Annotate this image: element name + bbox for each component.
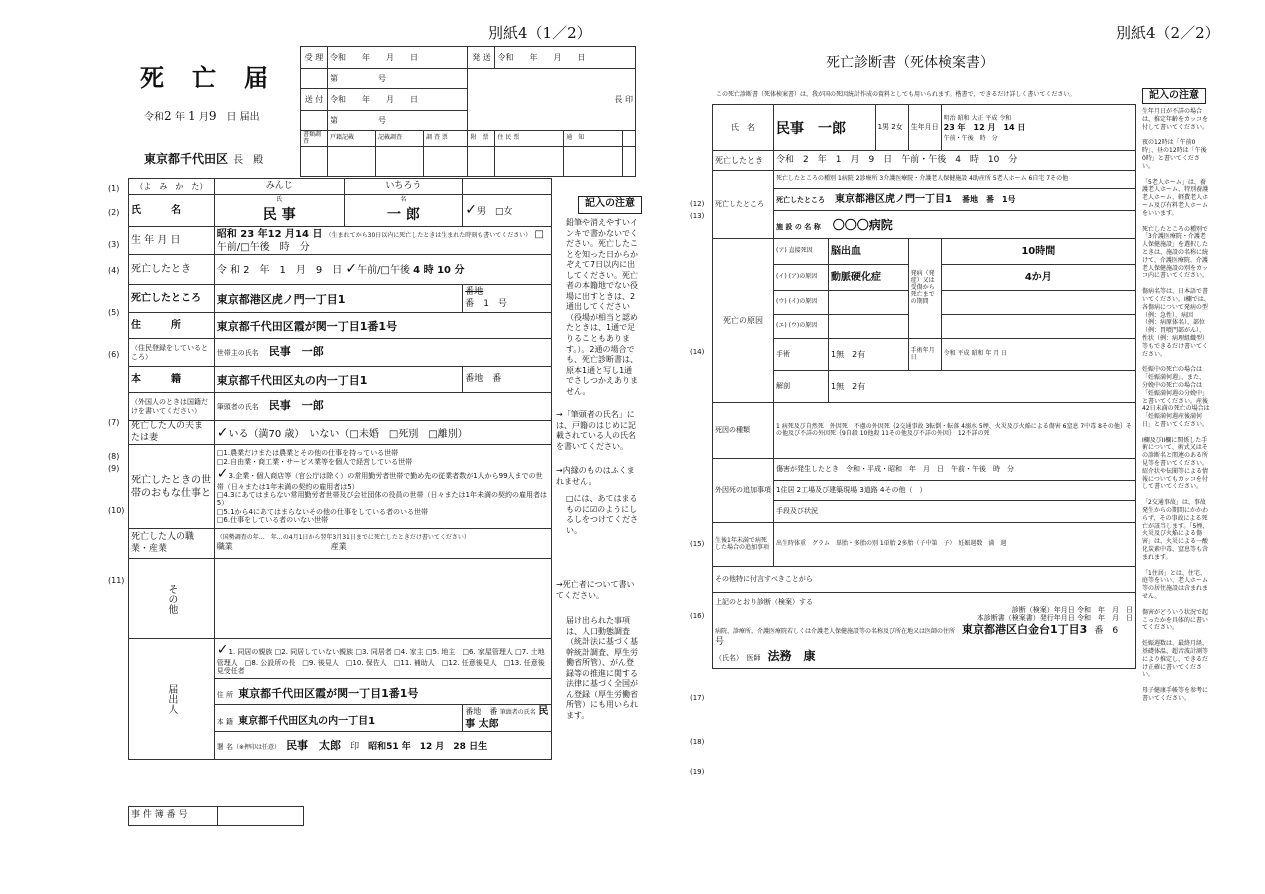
side-notes-right: 生年月日が不詳の場合は、推定年齢をカッコを付して書いてください。 夜の12時は「午前0時」、昼の12時は「午後0時」と書いてください。 「5老人ホーム」は、養護老人ホーム、特別養護老人ホーム、軽費老人ホーム及び有料老人ホームをいいます。 死亡したところの種別で「3介護医療院・介護老人保健施設」を選択したときは、施設の名称に続けて、介護医療院、介護老人保健施設の別をカッコ内に書いてください。 傷病名等は、日本語で書いてください。I欄では、各傷病について発病の型（例：急性）、病因（例：病原体名）、部位（例：胃噴門部がん）、性状（例：病理組織型）等もできるだけ書いてください。 妊娠中の死亡の場合は「妊娠満何週」、また、分娩中の死亡の場合は「妊娠満何週の分娩中」と書いてください。産後42日未満の死亡の場合は「妊娠満何週産後満何日」と書いてください。 I欄及びII欄に関係した手術について、術式又はその診断名と関連のある所見等を書いてください。紹介状や伝聞等による情報についてもカッコを付して書いてください。 「2交通事故」は、事故発生からの期間にかかわらず、その事故による死亡が該当します。「5煙、火災及び火焔による傷害」は、火災による一酸化炭素中毒、窒息等も含まれます。 「1住居」とは、住宅、庭等をいい、老人ホーム等の居住施設は含まれません。 傷害がどういう状況で起こったかを具体的に書いてください。 妊娠週数は、最終月経、基礎体温、超音波計測等により推定し、できるだけ正確に書いてください。 母子健康手帳等を参考に書いてください。 [1142, 108, 1210, 702]
arrow-note-4: →死亡者について書いてください。 [556, 580, 635, 600]
deceased-first-name: 一 郎 [386, 206, 420, 223]
death-notification-form: 別紙4（1／2） 死 亡 届 令和2 年 1 月9 日 届出 東京都千代田区 長 殿 受 理 令和 年 月 日 発 送 令和 年 月 日 第 号 長 印 送 付 令和 年 月 日 第 号 書類調査 戸籍記載 記載調査 調 査 票 附 票 住 民 票 通 知 (1) (2) (3) (4) (5) (6) (7) (8) (9) (10) (11) （よ み か た） みんじ いちろう 氏 名 氏 民 事 名 一 郎 ✓男 □女 生 年 月 日 昭和 23 年12 月14 日 （生まれてから30日以内に死亡したときは生まれた時刻も書いてください） □午前/□午後 時 分 死亡したとき 令 和 2 年 1 月 9 日 ✓午前/□午後 4 時 10 分 死亡したところ 東京都港区虎ノ門一丁目1 番地 番 1 号 住 所 東京都千代田区霞が関一丁目1番1号 （住民登録をしているところ） 世帯主の氏名 民事 一郎 本 籍 東京都千代田区丸の内一丁目1 番地 番 （外国人のときは国籍だけを書いてください） 筆頭者の氏名 民事 一郎 死亡した人の夫または妻 ✓いる（満70 歳） いない（□未婚 □死別 □離別） 死亡したときの世帯のおもな仕事と □1.農業だけまたは農業とその他の仕事を持っている世帯 □2.自由業・商工業・サービス業等を個人で経営している世帯 ✓3.企業・個人商店等（官公庁は除く）の常用勤労者世帯で勤め先の従業者数が1人から99人までの世帯（日々または1年未満の契約の雇用者は5） □4.3にあてはまらない常用勤労者世帯及び会社団体の役員の世帯（日々または1年未満の契約の雇用者は5） □5.1から4にあてはまらないその他の仕事をしている者のいる世帯 □6.仕事をしている者のいない世帯 死亡した人の職業・産業 （国勢調査の年… 年…の4月1日から翌年3月31日までに死亡したときだけ書いてください） 職業 産業 その他 届出人 ✓1. 同居の親族 □2. 同居していない親族 □3. 同居者 □4. 家主 □5. 地主 □6. 家屋管理人 □7. 土地管理人 □8. 公設所の長 □9. 後見人 □10. 保佐人 □11. 補助人 □12. 任意後見人 □13. 任意後見受任者 住 所 東京都千代田区霞が関一丁目1番1号 本 籍 東京都千代田区丸の内一丁目1 番地 番 筆頭者の氏名 民事 太郎 署 名（※押印は任意） 民事 太郎 印 昭和51 年 12 月 28 日生 事 件 簿 番 号 記入の注意 鉛筆や消えやすいインキで書かないでください。死亡したことを知った日からかぞえて7日以内に出してください。死亡者の本籍地でない役場に出すときは、2通出してください（役場が相当と認めたときは、1通で足りることもあります。）。2通の場合でも、死亡診断書は、原本1通と写し1通でさしつかえありません。 →「筆頭者の氏名」には、戸籍のはじめに記載されている人の氏名を書いてください。 →内縁のものはふくまれません。 □には、あてはまるものに☑のようにしるしをつけてください。 →死亡者について書いてください。 届け出られた事項は、人口動態調査（統計法に基づく基幹統計調査、厚生労働省所管）、がん登録等の推進に関する法律に基づく全国がん登録（厚生労働省所管）にも用いられます。 [0, 0, 640, 894]
certificate-title: 死亡診断書（死体検案書） [826, 55, 994, 71]
notification-main-table: （よ み か た） みんじ いちろう 氏 名 氏 民 事 名 一 郎 ✓男 □女 生 年 月 日 昭和 23 年12 月14 日 （生まれてから30日以内に死亡したときは生まれた時刻も書いてください） □午前/□午後 時 分 死亡したとき 令 和 2 年 1 月 9 日 ✓午前/□午後 4 時 10 分 死亡したところ 東京都港区虎ノ門一丁目1 番地 番 1 号 住 所 東京都千代田区霞が関一丁目1番1号 （住民登録をしているところ） 世帯主の氏名 民事 一郎 本 籍 東京都千代田区丸の内一丁目1 番地 番 （外国人のときは国籍だけを書いてください） 筆頭者の氏名 民事 一郎 死亡した人の夫または妻 ✓いる（満70 歳） いない（□未婚 □死別 □離別） 死亡したときの世帯のおもな仕事と □1.農業だけまたは農業とその他の仕事を持っている世帯 □2.自由業・商工業・サービス業等を個人で経営している世帯 ✓3.企業・個人商店等（官公庁は除く）の常用勤労者世帯で勤め先の従業者数が1人から99人までの世帯（日々または1年未満の契約の雇用者は5） □4.3にあてはまらない常用勤労者世帯及び会社団体の役員の世帯（日々または1年未満の契約の雇用者は5） □5.1から4にあてはまらないその他の仕事をしている者のいる世帯 □6.仕事をしている者のいない世帯 死亡した人の職業・産業 （国勢調査の年… 年…の4月1日から翌年3月31日までに死亡したときだけ書いてください） 職業 産業 その他 届出人 ✓1. 同居の親族 □2. 同居していない親族 □3. 同居者 □4. 家主 □5. 地主 □6. 家屋管理人 □7. 土地管理人 □8. 公設所の長 □9. 後見人 □10. 保佐人 □11. 補助人 □12. 任意後見人 □13. 任意後見受任者 住 所 東京都千代田区霞が関一丁目1番1号 本 籍 東京都千代田区丸の内一丁目1 番地 番 筆頭者の氏名 民事 太郎 署 名（※押印は任意） 民事 太郎 印 昭和51 年 12 月 28 日生 [128, 178, 552, 760]
office-col: 調 査 票 [424, 131, 468, 147]
arrow-note-5: 届け出られた事項は、人口動態調査（統計法に基づく基幹統計調査、厚生労働省所管）、がん登録等の推進に関する法律に基づく全国がん登録（厚生労働省所管）にも用いられます。 [566, 616, 638, 720]
arrow-note-2: →内縁のものはふくまれません。 [556, 466, 635, 486]
deceased-last-name: 民 事 [262, 206, 296, 223]
form-ref-right: 別紙4（2／2） [1116, 24, 1220, 42]
case-number-box: 事 件 簿 番 号 [128, 806, 304, 826]
certificate-table: 氏 名 民事 一郎 1男 2女 生年月日 明治 昭和 大正 平成 令和 23 年 12 月 14 日 午前・午後 時 分 死亡したとき 令和 2 年 1 月 9 日 午前・午後 4 時 10 分 死亡したところ 死亡したところの種別 1病院 2診療所 3介護医療院・介護老人保健施設 4助産所 5老人ホーム 6自宅 7その他 死亡したところ 東京都港区虎ノ門一丁目1 番地 番 1号 施 設 の 名 称 〇〇〇病院 死亡の原因 (ア) 直接死因 脳出血 発病（発症）又は受傷から死亡までの期間 10時間 (イ) (ア)の原因 動脈硬化症 4か月 (ウ) (イ)の原因 (エ) (ウ)の原因 手術 1無 2有 手術年月日 令和 平成 昭和 年 月 日 解剖 1無 2有 死因の種類 1 病死及び自然死 外因死 不慮の外因死｛2交通事故 3転倒・転落 4溺水 5煙、火災及び火焔による傷害 6窒息 7中毒 8その他｝その他及び不詳の外因死｛9自殺 10他殺 11その他及び不詳の外因｝ 12不詳の死 外因死の追加事項 傷害が発生したとき 令和・平成・昭和 年 月 日 午前・午後 時 分 1住居 2工場及び建築現場 3道路 4その他（ ） 手段及び状況 生後1年未満で病死した場合の追加事項 出生時体重 グラム 単胎・多胎の別 1単胎 2多胎（子中第 子） 妊娠週数 満 週 その他特に付言すべきことがら 上記のとおり診断（検案）する 診断（検案）年月日 令和 年 月 日 本診断書（検案書）発行年月日 令和 年 月 日 病院、診療所、介護医療院若しくは介護老人保健施設等の名称及び所在地又は医師の住所 東京都港区白金台1丁目3 番 6 号 （氏名） 医師 法務 康 [712, 104, 1136, 669]
office-col: 記載調査 [376, 131, 424, 147]
form-ref-left: 別紙4（1／2） [488, 24, 592, 42]
notes-title-left: 記入の注意 [578, 196, 642, 214]
cert-name: 民事 一郎 [774, 105, 876, 151]
office-col: 通 知 [564, 131, 623, 147]
filing-date: 令和2 年 1 月9 日 届出 [144, 109, 260, 123]
office-col: 住 民 票 [495, 131, 564, 147]
death-certificate-form: 別紙4（2／2） 死亡診断書（死体検案書） この死亡診断書（死体検案書）は、我が国の死因統計作成の資料としても用いられます。楷書で、できるだけ詳しく書いてください。 記入の注意 (12) (13) (14) (15) (16) (17) (18) (19) 氏 名 民事 一郎 1男 2女 生年月日 明治 昭和 大正 平成 令和 23 年 12 月 14 日 午前・午後 時 分 死亡したとき 令和 2 年 1 月 9 日 午前・午後 4 時 10 分 死亡したところ 死亡したところの種別 1病院 2診療所 3介護医療院・介護老人保健施設 4助産所 5老人ホーム 6自宅 7その他 死亡したところ 東京都港区虎ノ門一丁目1 番地 番 1号 施 設 の 名 称 〇〇〇病院 死亡の原因 (ア) 直接死因 脳出血 発病（発症）又は受傷から死亡までの期間 10時間 (イ) (ア)の原因 動脈硬化症 4か月 (ウ) (イ)の原因 (エ) (ウ)の原因 手術 1無 2有 手術年月日 令和 平成 昭和 年 月 日 解剖 1無 2有 死因の種類 1 病死及び自然死 外因死 不慮の外因死｛2交通事故 3転倒・転落 4溺水 5煙、火災及び火焔による傷害 6窒息 7中毒 8その他｝その他及び不詳の外因死｛9自殺 10他殺 11その他及び不詳の外因｝ 12不詳の死 外因死の追加事項 傷害が発生したとき 令和・平成・昭和 年 月 日 午前・午後 時 分 1住居 2工場及び建築現場 3道路 4その他（ ） 手段及び状況 生後1年未満で病死した場合の追加事項 出生時体重 グラム 単胎・多胎の別 1単胎 2多胎（子中第 子） 妊娠週数 満 週 その他特に付言すべきことがら 上記のとおり診断（検案）する 診断（検案）年月日 令和 年 月 日 本診断書（検案書）発行年月日 令和 年 月 日 病院、診療所、介護医療院若しくは介護老人保健施設等の名称及び所在地又は医師の住所 東京都港区白金台1丁目3 番 6 号 （氏名） 医師 法務 康 生年月日が不詳の場合は、推定年齢をカッコを付して書いてください。 夜の12時は「午前0時」、昼の12時は「午後0時」と書いてください。 「5老人ホーム」は、養護老人ホーム、特別養護老人ホーム、軽費老人ホーム及び有料老人ホームをいいます。 死亡したところの種別で「3介護医療院・介護老人保健施設」を選択したときは、施設の名称に続けて、介護医療院、介護老人保健施設の別をカッコ内に書いてください。 傷病名等は、日本語で書いてください。I欄では、各傷病について発病の型（例：急性）、病因（例：病原体名）、部位（例：胃噴門部がん）、性状（例：病理組織型）等もできるだけ書いてください。 妊娠中の死亡の場合は「妊娠満何週」、また、分娩中の死亡の場合は「妊娠満何週の分娩中」と書いてください。産後42日未満の死亡の場合は「妊娠満何週産後満何日」と書いてください。 I欄及びII欄に関係した手術について、術式又はその診断名と関連のある所見等を書いてください。紹介状や伝聞等による情報についてもカッコを付して書いてください。 「2交通事故」は、事故発生からの期間にかかわらず、その事故による死亡が該当します。「5煙、火災及び火焔による傷害」は、火災による一酸化炭素中毒、窒息等も含まれます。 「1住居」とは、住宅、庭等をいい、老人ホーム等の居住施設は含まれません。 傷害がどういう状況で起こったかを具体的に書いてください。 妊娠週数は、最終月経、基礎体温、超音波計測等により推定し、できるだけ正確に書いてください。 母子健康手帳等を参考に書いてください。 [690, 24, 1220, 776]
office-use-box: 受 理 令和 年 月 日 発 送 令和 年 月 日 第 号 長 印 送 付 令和 年 月 日 第 号 書類調査 戸籍記載 記載調査 調 査 票 附 票 住 民 票 通 知 [300, 46, 636, 177]
office-col: 附 票 [468, 131, 495, 147]
form-title: 死 亡 届 [140, 63, 270, 92]
addressee: 東京都千代田区 長 殿 [144, 152, 264, 166]
office-col: 書類調査 [301, 131, 328, 147]
notes-title-right: 記入の注意 [1142, 88, 1206, 104]
certificate-intro: この死亡診断書（死体検案書）は、我が国の死因統計作成の資料としても用いられます。楷書で、できるだけ詳しく書いてください。 [716, 91, 1076, 98]
office-col: 戸籍記載 [328, 131, 376, 147]
arrow-note-1: →「筆頭者の氏名」には、戸籍のはじめに記載されている人の氏名を書いてください。 [556, 410, 636, 451]
notes-left: 鉛筆や消えやすいインキで書かないでください。死亡したことを知った日からかぞえて7日以内に出してください。死亡者の本籍地でない役場に出すときは、2通出してください（役場が相当と認めたときは、1通で足りることもあります。）。2通の場合でも、死亡診断書は、原本1通と写し1通でさしつかえありません。 [566, 218, 638, 396]
arrow-note-3: □には、あてはまるものに☑のようにしるしをつけてください。 [566, 494, 638, 535]
